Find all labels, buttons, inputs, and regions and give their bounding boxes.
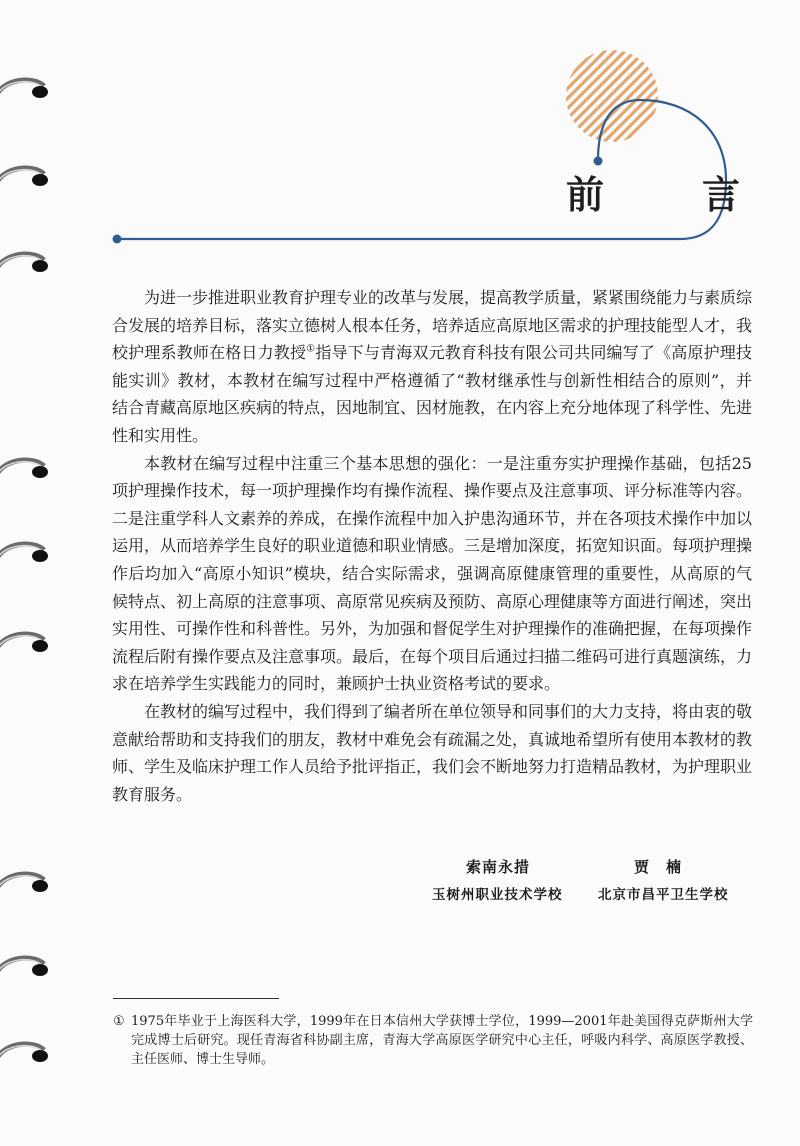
paragraph-3: 在教材的编写过程中，我们得到了编者所在单位领导和同事们的大力支持，将由衷的敬意献给帮助和支持我们的朋友，教材中难免会有疏漏之处，真诚地希望所有使用本教材的教师、学生及临床护理工作人员给予批评指正，我们会不断地努力打造精品教材，为护理职业教育服务。 <box>112 701 753 804</box>
page-title: 前 言 <box>566 172 771 217</box>
header-dot-left <box>113 235 122 244</box>
header-dot-right <box>594 157 603 166</box>
paragraph-2: 本教材在编写过程中注重三个基本思想的强化：一是注重夯实护理操作基础，包括25项护理操作技术，每一项护理操作均有操作流程、操作要点及注意事项、评分标准等内容。二是注重学科人文素养的养成，在操作流程中加入护患沟通环节，并在各项技术操作中加以运用，从而培养学生良好的职业道德和职业情感。三是增加深度，拓宽知识面。每项护理操作后均加入“高原小知识”模块，结合实际需求，强调高原健康管理的重要性，从高原的气候特点、初上高原的注意事项、高原常见疾病及预防、高原心理健康等方面进行阐述，突出实用性、可操作性和科普性。另外，为加强和督促学生对护理操作的准确把握，在每项操作流程后附有操作要点及注意事项。最后，在每个项目后通过扫描二维码可进行真题演练，力求在培养学生实践能力的同时，兼顾护士执业资格考试的要求。 <box>112 453 753 694</box>
author-school: 玉树州职业技术学校 <box>432 887 563 903</box>
footnote-rule <box>113 998 279 999</box>
binding-ring <box>0 870 50 896</box>
footnote-text: 1975年毕业于上海医科大学，1999年在日本信州大学获博士学位，1999—2001年赴美国得克萨斯州大学完成博士后研究。现任青海省科协副主席，青海大学高原医学研究中心主任，呼吸内科学、高原医学教授、主任医师、博士生导师。 <box>131 1014 753 1067</box>
header-rule <box>0 0 800 260</box>
paragraph-1: 为进一步推进职业教育护理专业的改革与发展，提高教学质量，紧紧围绕能力与素质综合发展的培养目标，落实立德树人根本任务，培养适应高原地区需求的护理技能型人才，我校护理系教师在格日力教授①指导下与青海双元教育科技有限公司共同编写了《高原护理技能实训》教材，本教材在编写过程中严格遵循了“教材继承性与创新性相结合的原则”，并结合青藏高原地区疾病的特点，因地制宜、因材施教，在内容上充分地体现了科学性、先进性和实用性。 <box>112 288 753 445</box>
footnote-mark: ① <box>113 1014 125 1029</box>
author-name: 贾 楠 <box>634 858 683 876</box>
binding-ring <box>0 456 50 482</box>
binding-ring <box>0 954 50 980</box>
footnote <box>113 1012 753 1069</box>
binding-ring <box>0 630 50 656</box>
footnote-reference: ① <box>306 343 316 355</box>
preface-body <box>112 284 752 808</box>
author-school: 北京市昌平卫生学校 <box>598 887 729 903</box>
author-name: 索南永措 <box>466 858 531 876</box>
binding-ring <box>0 1040 50 1066</box>
binding-ring <box>0 540 50 566</box>
